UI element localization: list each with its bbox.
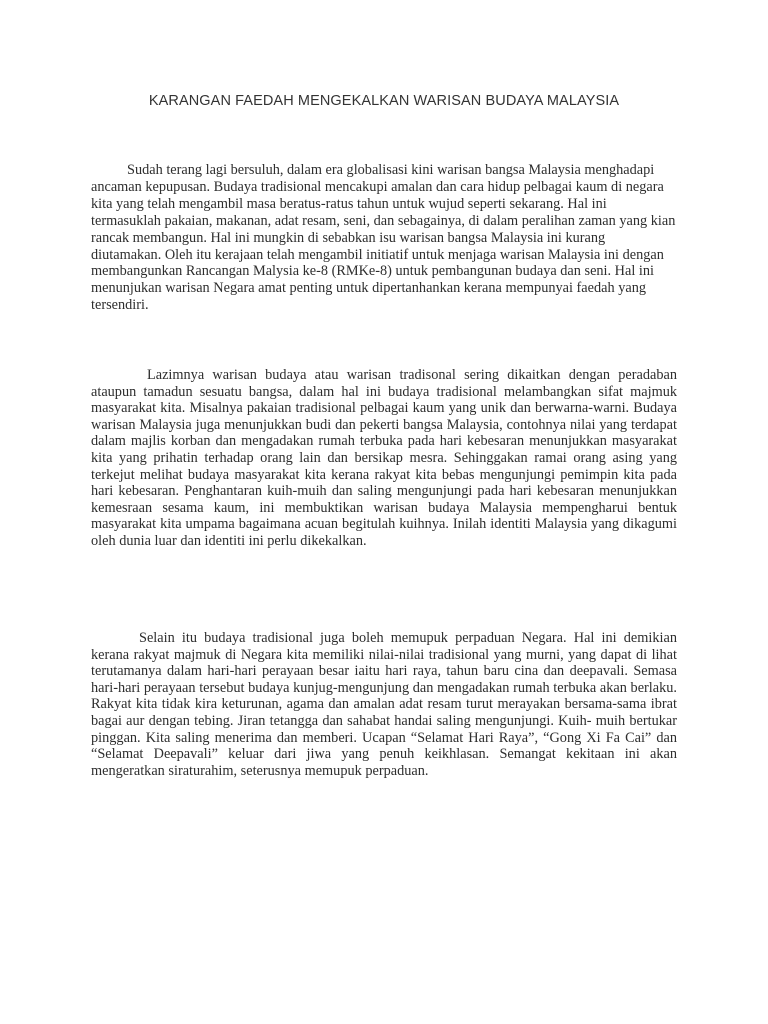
paragraph-introduction: Sudah terang lagi bersuluh, dalam era globalisasi kini warisan bangsa Malaysia menghadapi ancaman kepupusan. Budaya tradisional mencakupi amalan dan cara hidup pelbagai kaum di negara kita yang telah mengambil masa beratus-ratus tahun untuk wujud seperti sekarang. Hal ini termasuklah pakaian, makanan, adat resam, seni, dan sebagainya, di dalam peralihan zaman yang kian rancak membangun. Hal ini mungkin di sebabkan isu warisan bangsa Malaysia ini kurang diutamakan. Oleh itu kerajaan telah mengambil initiatif untuk menjaga warisan Malaysia ini dengan membangunkan Rancangan Malysia ke-8 (RMKe-8) untuk pembangunan budaya dan seni. Hal ini menunjukan warisan Negara amat penting untuk dipertanhankan kerana mempunyai faedah yang tersendiri. xyxy=(91,162,676,314)
paragraph-body-2: Selain itu budaya tradisional juga boleh memupuk perpaduan Negara. Hal ini demikian kerana rakyat majmuk di Negara kita memiliki nilai-nilai tradisional yang murni, yang dapat di lihat terutamanya dalam hari-hari perayaan besar iaitu hari raya, tahun baru cina dan deepavali. Semasa hari-hari perayaan tersebut budaya kunjug-mengunjung dan mengadakan rumah terbuka akan berlaku. Rakyat kita tidak kira keturunan, agama dan amalan adat resam turut merayakan bersama-sama ibrat bagai aur dengan tebing. Jiran tetangga dan sahabat handai saling mengunjungi. Kuih- muih bertukar pinggan. Kita saling menerima dan memberi. Ucapan “Selamat Hari Raya”, “Gong Xi Fa Cai” dan “Selamat Deepavali” keluar dari jiwa yang penuh keikhlasan. Semangat kekitaan ini akan mengeratkan siraturahim, seterusnya memupuk perpaduan. xyxy=(91,630,677,779)
document-title: KARANGAN FAEDAH MENGEKALKAN WARISAN BUDAYA MALAYSIA xyxy=(148,93,620,109)
paragraph-body-1: Lazimnya warisan budaya atau warisan tradisonal sering dikaitkan dengan peradaban ataupun tamadun sesuatu bangsa, dalam hal ini budaya tradisional melambangkan sifat majmuk masyarakat kita. Misalnya pakaian tradisional pelbagai kaum yang unik dan berwarna-warni. Budaya warisan Malaysia juga menunjukkan budi dan pekerti bangsa Malaysia, contohnya nilai yang terdapat dalam majlis korban dan mengadakan rumah terbuka pada hari kebesaran menunjukkan masyarakat kita yang prihatin terhadap orang lain dan bersikap mesra. Sehinggakan ramai orang asing yang terkejut melihat budaya masyarakat kita kerana rakyat kita bebas mengunjungi pemimpin kita pada hari kebesaran. Penghantaran kuih-muih dan saling mengunjungi pada hari kebesaran menunjukkan kemesraan sesama kaum, ini membuktikan warisan budaya Malaysia mempengharui bentuk masyarakat kita umpama bagaimana acuan begitulah kuihnya. Inilah identiti Malaysia yang dikagumi oleh dunia luar dan identiti ini perlu dikekalkan. xyxy=(91,367,677,549)
